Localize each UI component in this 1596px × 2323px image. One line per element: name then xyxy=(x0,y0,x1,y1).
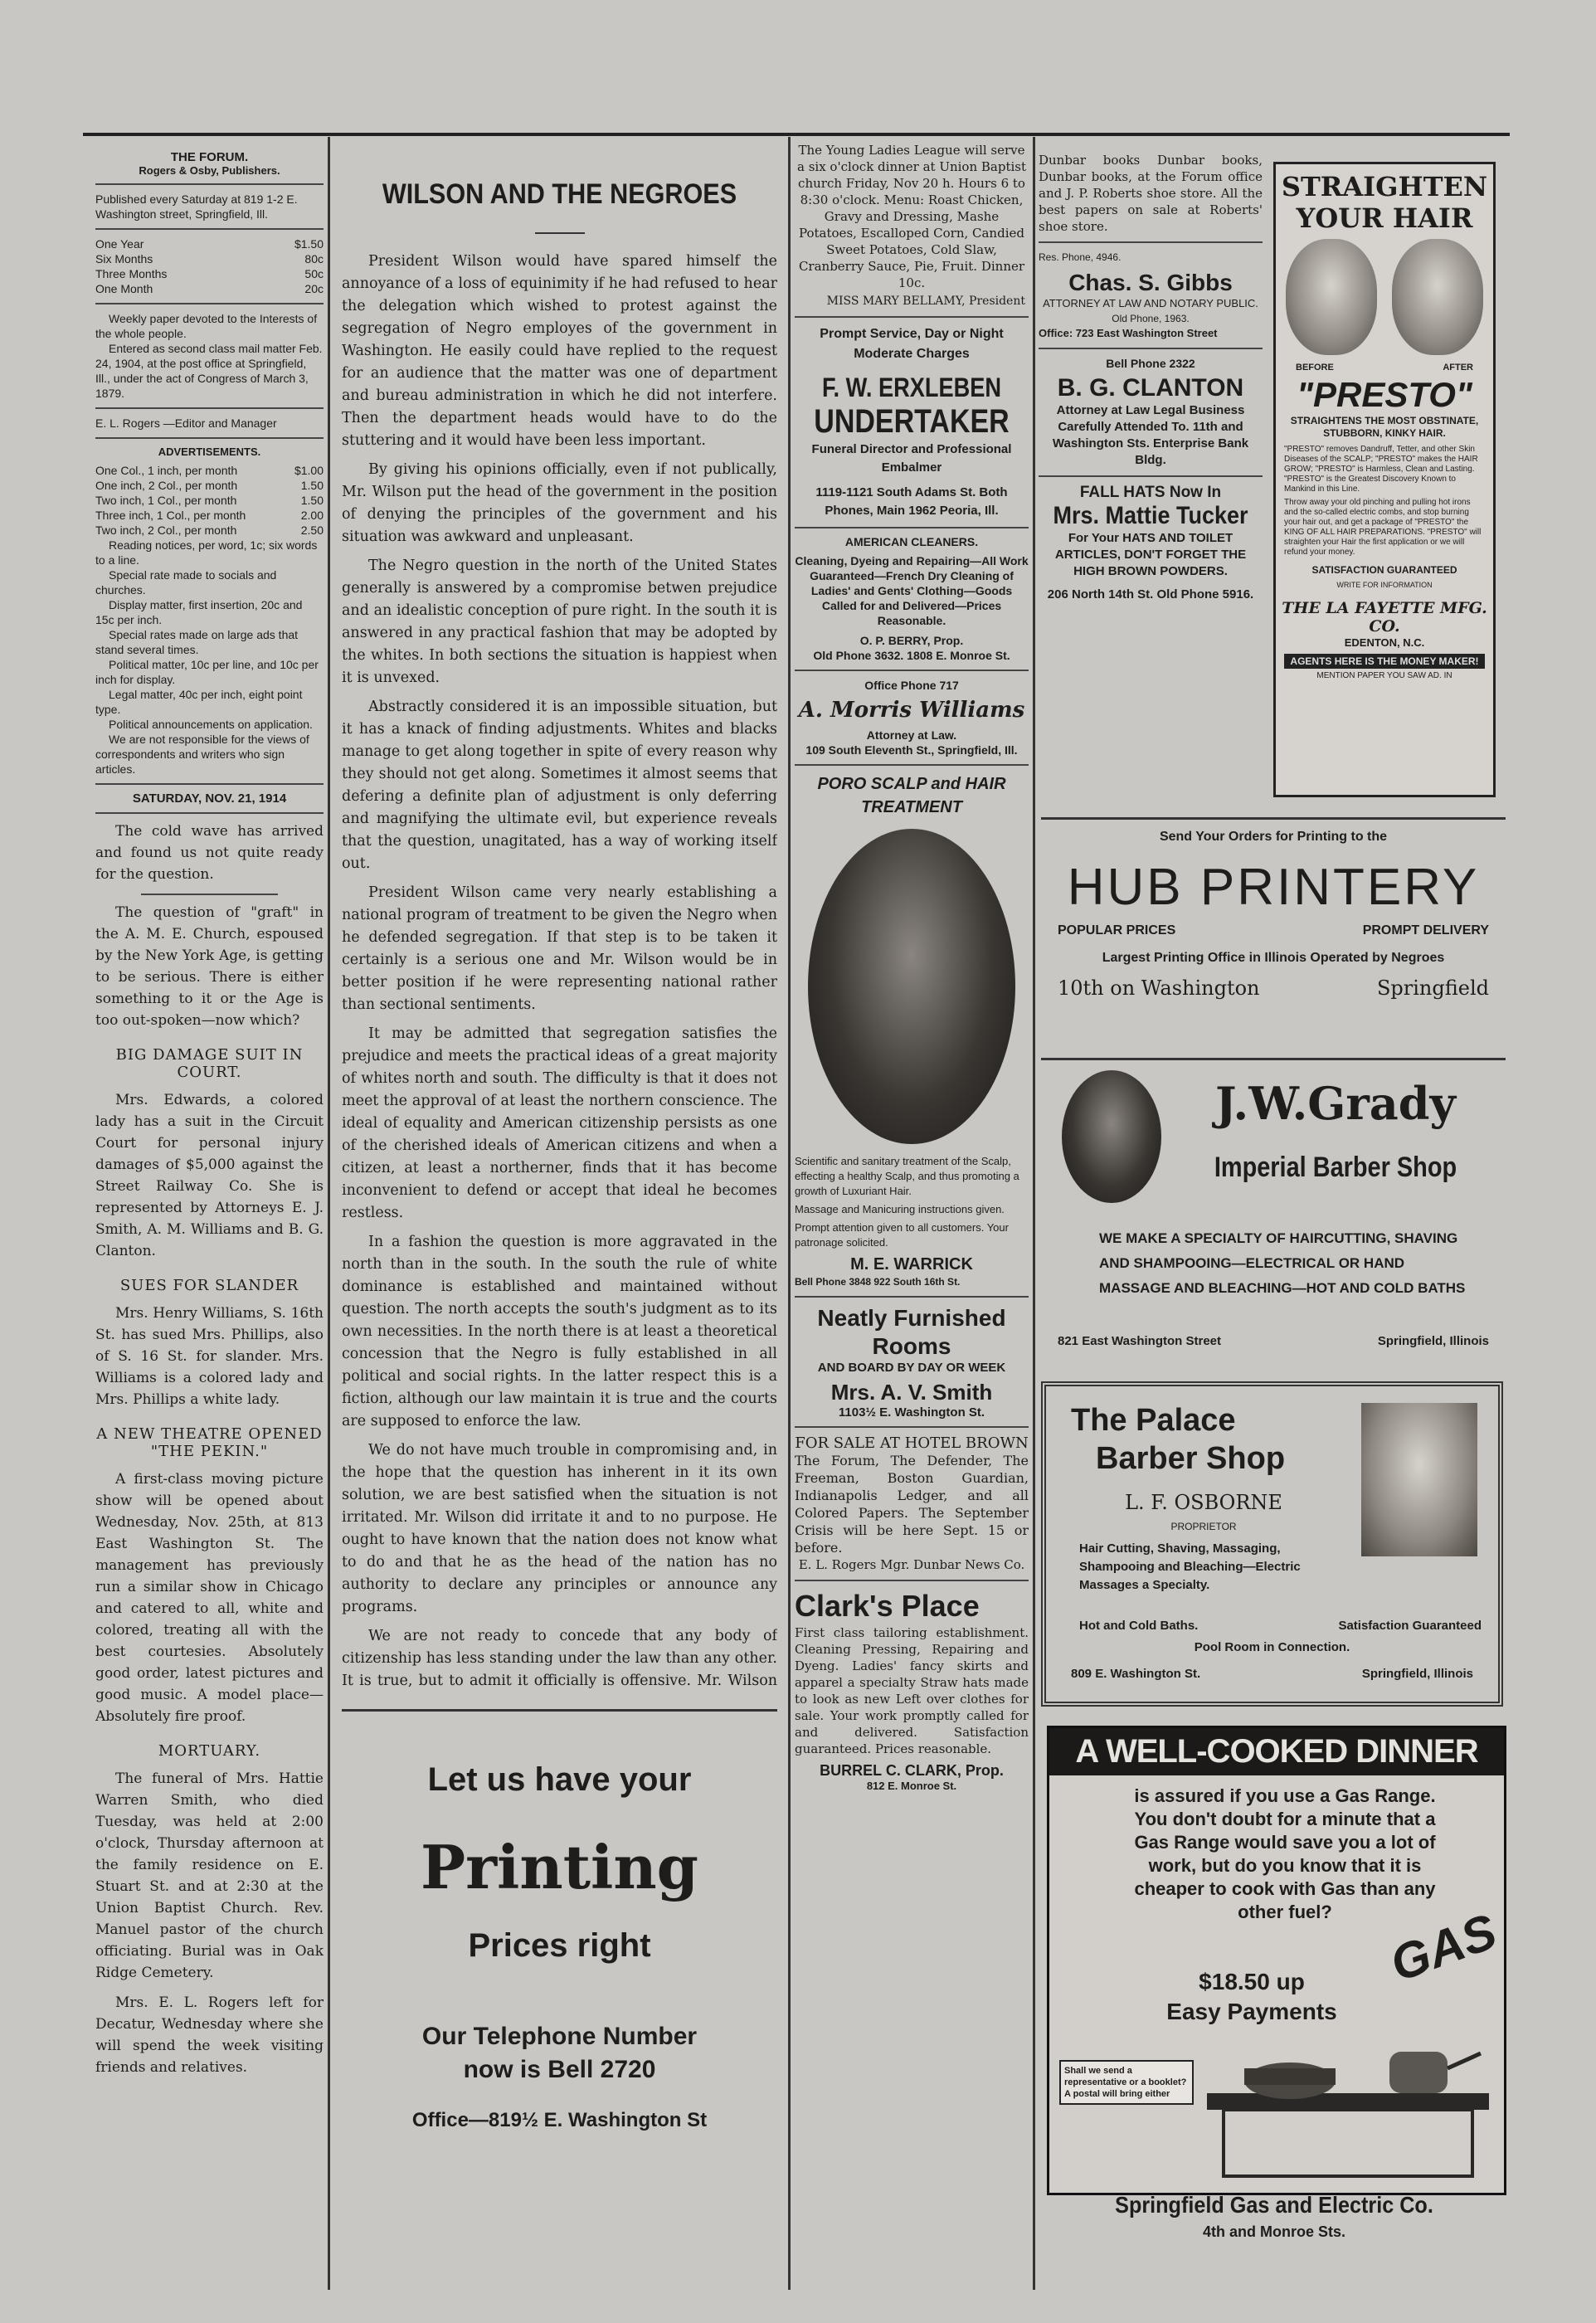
presto-write: WRITE FOR INFORMATION xyxy=(1336,581,1433,589)
divider xyxy=(95,437,324,439)
ad-rate-row: Three inch, 1 Col., per month 2.00 xyxy=(95,509,324,522)
hub-row xyxy=(1041,923,1506,938)
poro-addr: Bell Phone 3848 922 South 16th St. xyxy=(795,1276,961,1288)
divider xyxy=(95,783,324,785)
poro-desc3: Prompt attention given to all customers. Your patronage solicited. xyxy=(795,1221,1009,1249)
top-rule xyxy=(83,133,1510,136)
league-notice: The Young Ladies League will serve a six o'clock dinner at Union Baptist church Friday, Nov 20 h. Hours 6 to 8:30 o'clock. Menu: Roast Chicken, Gravy and Dressing, Mashe Potatoes, Escalloped Corn, Candied Sweet Potatoes, Cold Slaw, Cranberry Sauce, Pie, Fruit. Dinner 10c. xyxy=(796,143,1027,290)
presto-labels xyxy=(1276,360,1493,375)
gas-mail: Shall we send a representative or a booklet? A postal will bring either xyxy=(1059,2060,1194,2105)
rate-row: Three Months 50c xyxy=(95,267,324,280)
clark-addr: 812 E. Monroe St. xyxy=(866,1780,957,1792)
stove-icon xyxy=(1199,2043,1497,2184)
presto-images xyxy=(1276,234,1493,360)
ad-note: Political matter, 10c per line, and 10c per inch for display. xyxy=(95,658,319,686)
cleaners-addr: Old Phone 3632. 1808 E. Monroe St. xyxy=(813,649,1010,662)
presto-before-image xyxy=(1286,239,1377,355)
headline: BIG DAMAGE SUIT IN COURT. xyxy=(115,1046,304,1081)
rooms-sub: AND BOARD BY DAY OR WEEK xyxy=(817,1361,1006,1375)
paragraph: Mrs. E. L. Rogers left for Decatur, Wednesday where she will spend the week visiting friends and relatives. xyxy=(95,1994,324,2076)
ads-title: ADVERTISEMENTS. xyxy=(158,446,261,458)
hub-printery-ad xyxy=(1041,817,1506,1060)
clanton-name: B. G. CLANTON xyxy=(1057,374,1244,402)
ad-rate-row: One Col., 1 inch, per month $1.00 xyxy=(95,464,324,477)
palace-pool: Pool Room in Connection. xyxy=(1194,1640,1350,1654)
rooms-title: Neatly Furnished Rooms xyxy=(817,1305,1006,1359)
gibbs-name: Chas. S. Gibbs xyxy=(1068,270,1233,295)
grady-portrait-image xyxy=(1062,1070,1161,1203)
erx-top: Prompt Service, Day or Night Moderate Charges xyxy=(820,327,1004,361)
palace-role: PROPRIETOR xyxy=(1170,1521,1237,1532)
gibbs-office: Office: 723 East Washington Street xyxy=(1039,327,1218,339)
palace-baths: Hot and Cold Baths. xyxy=(1079,1619,1199,1633)
grady-addr-row xyxy=(1058,1334,1489,1348)
masthead-publishers: Rogers & Osby, Publishers. xyxy=(139,164,280,177)
rate-row: One Year $1.50 xyxy=(95,237,324,251)
palace-sat: Satisfaction Guaranteed xyxy=(1338,1619,1482,1633)
divider xyxy=(795,670,1029,671)
gibbs-res: Res. Phone, 4946. xyxy=(1039,251,1122,263)
hub-right: PROMPT DELIVERY xyxy=(1362,923,1489,937)
presto-sub: STRAIGHTENS THE MOST OBSTINATE, STUBBORN, KINKY HAIR. xyxy=(1290,415,1479,439)
league-sign: MISS MARY BELLAMY, President xyxy=(826,295,1025,308)
gas-desc: is assured if you use a Gas Range. You don't doubt for a minute that a Gas Range would save you a lot of work, but do you know that it is cheaper to cook with Gas than any other fuel? xyxy=(1134,1785,1436,1922)
poro-desc: Scientific and sanitary treatment of the Scalp, effecting a healthy Scalp, and thus promoting a growth of Luxuriant Hair. xyxy=(795,1155,1019,1197)
paragraph: The cold wave has arrived and found us not quite ready for the question. xyxy=(95,823,324,883)
presto-before-label: BEFORE xyxy=(1296,363,1334,373)
printing-line4: Our Telephone Number xyxy=(421,2023,698,2050)
ad-note: Political announcements on application. xyxy=(109,718,313,731)
printing-line2: Printing xyxy=(420,1832,699,1902)
presto-mention: MENTION PAPER YOU SAW AD. IN xyxy=(1316,671,1452,680)
masthead-about: Weekly paper devoted to the Interests of the whole people. xyxy=(95,312,318,340)
divider xyxy=(95,812,324,814)
palace-portrait-image xyxy=(1361,1403,1477,1556)
printing-ad xyxy=(342,1709,777,2209)
paragraph: Mrs. Edwards, a colored lady has a suit in the Circuit Court for personal injury damages of $5,000 against the Street Railway Co. She is represented by Attorneys E. J. Smith, A. M. Williams and B. G. Clanton. xyxy=(95,1092,324,1259)
cleaners-title: AMERICAN CLEANERS. xyxy=(844,535,979,548)
paragraph: By giving his opinions officially, even if not publically, Mr. Wilson put the head of the government in the position of denying the principles of the government and his situation was awkward and unpleasant. xyxy=(342,461,777,545)
ad-rate-row: One inch, 2 Col., per month 1.50 xyxy=(95,479,324,492)
clark-prop: BURREL C. CLARK, Prop. xyxy=(820,1762,1004,1779)
palace-desc: Hair Cutting, Shaving, Massaging, Shampooing and Bleaching—Electric Massages a Specialty. xyxy=(1079,1541,1301,1592)
divider xyxy=(795,316,1029,318)
presto-desc: "PRESTO" removes Dandruff, Tetter, and other Skin Diseases of the SCALP; "PRESTO" makes the HAIR GROW; "PRESTO" is Harmless, Clean and Lasting. "PRESTO" is the Greatest Discovery Known to Mankind in this Line. xyxy=(1284,445,1478,494)
column-ads-4 xyxy=(1039,137,1263,780)
dunbar-notice: Dunbar books Dunbar books, Dunbar books, at the Forum office and J. P. Roberts shoe store. All the best papers on sale at Roberts' shoe store. xyxy=(1039,153,1263,234)
presto-head2: YOUR HAIR xyxy=(1296,202,1473,234)
gas-price: $18.50 up xyxy=(1199,1969,1305,1994)
divider xyxy=(141,894,278,895)
hats-title: FALL HATS Now In xyxy=(1079,484,1222,501)
clark-desc: First class tailoring establishment. Cleaning Pressing, Repairing and Dyeng. Ladies' fancy skirts and apparel a specialty Straw hats made to look as new Left over clothes for sale. Your work promptly called for and delivered. Satisfaction guaranteed. Prices reasonable. xyxy=(795,1625,1029,1756)
presto-maker: THE LA FAYETTE MFG. CO. xyxy=(1282,599,1487,636)
divider xyxy=(1039,241,1263,243)
issue-date: SATURDAY, NOV. 21, 1914 xyxy=(132,791,287,806)
divider xyxy=(535,232,585,234)
presto-brand: "PRESTO" xyxy=(1297,375,1472,414)
printing-line5: now is Bell 2720 xyxy=(463,2056,656,2083)
ad-rate-row: Two inch, 1 Col., per month 1.50 xyxy=(95,494,324,507)
erx-title: UNDERTAKER xyxy=(814,403,1010,440)
gas-company: Springfield Gas and Electric Co. xyxy=(1115,2192,1433,2218)
hub-addr-row xyxy=(1041,976,1506,1000)
ad-note: We are not responsible for the views of correspondents and writers who sign articles. xyxy=(95,733,309,776)
divider xyxy=(795,1426,1029,1428)
gas-word: GAS xyxy=(1383,1902,1504,1993)
erx-name: F. W. ERXLEBEN xyxy=(821,373,1002,402)
palace-title2: Barber Shop xyxy=(1096,1441,1286,1476)
presto-after-image xyxy=(1392,239,1483,355)
rooms-addr: 1103½ E. Washington St. xyxy=(838,1405,985,1420)
divider xyxy=(1039,475,1263,477)
grady-desc: WE MAKE A SPECIALTY OF HAIRCUTTING, SHAVING AND SHAMPOOING—ELECTRICAL OR HAND MASSAGE AND BLEACHING—HOT AND COLD BATHS xyxy=(1099,1230,1466,1296)
divider xyxy=(795,527,1029,528)
sale-desc: The Forum, The Defender, The Freeman, Boston Guardian, Indianapolis Ledger, and all Colored Papers. The September Crisis will be here Sept. 15 or before. xyxy=(795,1453,1029,1556)
palace-addr-row xyxy=(1071,1667,1473,1681)
paragraph: Abstractly considered it is an impossible situation, but it has a knack of finding adjustments. Whites and blacks manage to get along together in spite of every reason why they should not get along. Sometimes it almost seems that defering a definite plan of adjustment is only deferring and magnifying the ultimate evil, but experience reveals that the question, unagitated, has a way of working itself out. xyxy=(342,699,777,872)
presto-city: EDENTON, N.C. xyxy=(1344,636,1425,649)
hats-name: Mrs. Mattie Tucker xyxy=(1053,502,1248,529)
gibbs-title: ATTORNEY AT LAW AND NOTARY PUBLIC. xyxy=(1043,297,1258,309)
cleaners-desc: Cleaning, Dyeing and Repairing—All Work Guaranteed—French Dry Cleaning of Ladies' and Gents' Clothing—Goods Called for and Delivered—Prices Reasonable. xyxy=(795,554,1029,627)
gas-pay: Easy Payments xyxy=(1166,1999,1337,2024)
column-left xyxy=(95,137,324,2273)
column-rule-1 xyxy=(328,137,330,2290)
paragraph: Mrs. Henry Williams, S. 16th St. has sued Mrs. Phillips, also of S. 16 St. for slander. Mrs. Williams is a colored lady and Mrs. Phillips a white lady. xyxy=(95,1305,324,1408)
gas-addr: 4th and Monroe Sts. xyxy=(1202,2223,1345,2240)
poro-desc2: Massage and Manicuring instructions given. xyxy=(795,1203,1005,1215)
hats-addr: 206 North 14th St. Old Phone 5916. xyxy=(1047,587,1254,601)
hub-addr-left: 10th on Washington xyxy=(1058,976,1260,1000)
palace-ad xyxy=(1041,1381,1503,1707)
poro-title: PORO SCALP and HAIR TREATMENT xyxy=(817,775,1006,816)
gibbs-phone: Old Phone, 1963. xyxy=(1112,313,1190,324)
sale-title: FOR SALE AT HOTEL BROWN xyxy=(795,1434,1029,1452)
clanton-phone: Bell Phone 2322 xyxy=(1106,357,1195,370)
gas-range-image xyxy=(1199,2043,1497,2184)
editorial-column xyxy=(342,137,777,1692)
erx-desc: Funeral Director and Professional Embalmer xyxy=(811,442,1012,475)
ad-note: Display matter, first insertion, 20c and 15c per inch. xyxy=(95,598,303,626)
clark-title: Clark's Place xyxy=(795,1589,980,1623)
ad-rates xyxy=(95,463,324,538)
ad-note: Reading notices, per word, 1c; six words to a line. xyxy=(95,538,318,567)
hats-desc: For Your HATS AND TOILET ARTICLES, DON'T FORGET THE HIGH BROWN POWDERS. xyxy=(1054,531,1247,578)
amw-phone: Office Phone 717 xyxy=(864,679,959,692)
gas-title: A WELL-COOKED DINNER xyxy=(1049,1728,1504,1775)
palace-addr-left: 809 E. Washington St. xyxy=(1071,1667,1201,1681)
divider xyxy=(95,303,324,304)
grady-addr-right: Springfield, Illinois xyxy=(1377,1334,1489,1348)
divider xyxy=(795,1580,1029,1581)
headline: SUES FOR SLANDER xyxy=(119,1277,299,1294)
paragraph: The Negro question in the north of the United States generally is answered by a compromise betwen prejudice and an idealistic conception of pure right. In the south it is answered in any practical fashion that may be adopted by the whites. In both sections the situation is happiest when it is unvexed. xyxy=(342,558,777,686)
grady-shop: Imperial Barber Shop xyxy=(1214,1152,1457,1183)
printing-line6: Office—819½ E. Washington St xyxy=(411,2109,708,2131)
ad-note: Special rate made to socials and churches. xyxy=(95,568,277,597)
column-rule-2 xyxy=(788,137,791,2290)
headline: MORTUARY. xyxy=(158,1742,261,1760)
editorial-title: WILSON AND THE NEGROES xyxy=(382,178,737,210)
clanton-desc: Attorney at Law Legal Business Carefully Attended To. 11th and Washington Sts. Enterprise Bank Bldg. xyxy=(1052,403,1249,467)
paragraph: It may be admitted that segregation satisfies the prejudice and meets the practical ideas of a great majority of whites north and south. The difficulty is that it does not meet the approval of at least the northern conscience. The ideal of equality and American citizenship persists as one of the cherished ideals of American citizens and when a citizen, at least a northerner, finds that it has become inconvenient to defend or accept that ideal he becomes restless. xyxy=(342,1025,777,1221)
masthead-entered: Entered as second class mail matter Feb. 24, 1904, at the post office at Springfield, Ill., under the act of Congress of March 3, 1879. xyxy=(95,342,323,400)
palace-addr-right: Springfield, Illinois xyxy=(1361,1667,1473,1681)
subscription-rates xyxy=(95,236,324,296)
paragraph: In a fashion the question is more aggravated in the north than in the south. In the south the rule of white dominance is established and maintained without question. The north accepts the south's judgment as to its own necessities. In the north there is at least a theoretical concession that the Negro is fully established in all political and social rights. In the latter respect this is a fiction, although our law maintain it is true and the courts are supposed to enforce the law. xyxy=(342,1234,777,1429)
hub-title: HUB PRINTERY xyxy=(1067,859,1480,916)
sale-sign: E. L. Rogers Mgr. Dunbar News Co. xyxy=(798,1557,1025,1572)
paragraph: President Wilson came very nearly establishing a national program of treatment to be given the Negro when he defended segregation. If that step is to be taken it certainly is a serious one and Mr. Wilson would be in better position if he were representing national rather than sectional sentiments. xyxy=(342,884,777,1013)
palace-title1: The Palace xyxy=(1071,1403,1236,1438)
divider xyxy=(1039,348,1263,349)
cleaners-prop: O. P. BERRY, Prop. xyxy=(859,634,964,647)
gas-ad xyxy=(1047,1726,1506,2195)
erx-addr: 1119-1121 South Adams St. Both Phones, Main 1962 Peoria, Ill. xyxy=(815,485,1008,518)
paragraph: We do not have much trouble in compromising and, in the hope that the question has inherent in it its own solution, we are best satisfied when the situation is not irritated. Mr. Wilson did irritate it and to no purpose. He ought to have known that the nation does not know what to do and that he as the head of the nation has no authority to declare any principles or announce any programs. xyxy=(342,1442,777,1615)
rate-row: One Month 20c xyxy=(95,282,324,295)
rooms-name: Mrs. A. V. Smith xyxy=(830,1380,993,1405)
printing-line1: Let us have your xyxy=(427,1761,692,1798)
divider xyxy=(95,183,324,185)
poro-portrait-image xyxy=(808,829,1015,1144)
paragraph: The funeral of Mrs. Hattie Warren Smith, who died Tuesday, was held at 2:00 o'clock, Thursday afternoon at the family residence on E. Stuart St. and at 2:30 at the Union Baptist Church. Rev. Manuel pastor of the church officiating. Burial was in Oak Ridge Cemetery. xyxy=(95,1770,324,1981)
divider xyxy=(795,764,1029,766)
masthead-editor: E. L. Rogers —Editor and Manager xyxy=(95,416,277,430)
grady-ad xyxy=(1041,1058,1506,1367)
grady-addr-left: 821 East Washington Street xyxy=(1058,1334,1221,1348)
ad-note: Special rates made on large ads that stand several times. xyxy=(95,628,299,656)
palace-owner: L. F. OSBORNE xyxy=(1125,1491,1282,1514)
amw-addr: 109 South Eleventh St., Springfield, Ill. xyxy=(805,743,1018,757)
divider xyxy=(95,228,324,230)
paragraph: We are not ready to concede that any body of citizenship has less standing under the law than any other. It is true, but to admit it officially is offensive. Mr. Wilson xyxy=(342,1628,777,1689)
masthead-title: THE FORUM. xyxy=(170,150,249,164)
presto-guarantee: SATISFACTION GUARANTEED xyxy=(1311,564,1457,576)
hub-addr-right: Springfield xyxy=(1376,976,1489,1000)
presto-agents: AGENTS HERE IS THE MONEY MAKER! xyxy=(1284,654,1485,669)
poro-name: M. E. WARRICK xyxy=(850,1255,973,1274)
printing-line3: Prices right xyxy=(468,1927,651,1964)
presto-head1: STRAIGHTEN xyxy=(1281,171,1488,202)
column-rule-3 xyxy=(1033,137,1035,2290)
headline: A NEW THEATRE OPENED "THE PEKIN." xyxy=(96,1425,323,1460)
amw-title: Attorney at Law. xyxy=(866,728,957,742)
grady-name: J.W.Grady xyxy=(1215,1077,1456,1130)
paragraph: The question of "graft" in the A. M. E. Church, espoused by the New York Age, is getting to be serious. There is either something to it or the Age is too out-spoken—now which? xyxy=(95,904,324,1029)
divider xyxy=(795,1296,1029,1298)
hub-left: POPULAR PRICES xyxy=(1058,923,1176,937)
hub-top: Send Your Orders for Printing to the xyxy=(1159,830,1388,844)
rate-row: Six Months 80c xyxy=(95,252,324,265)
ad-rate-row: Two inch, 2 Col., per month 2.50 xyxy=(95,524,324,537)
presto-ad xyxy=(1273,162,1496,797)
column-ads-3 xyxy=(795,137,1029,2273)
presto-after-label: AFTER xyxy=(1443,363,1473,373)
masthead-published: Published every Saturday at 819 1-2 E. Washington street, Springfield, Ill. xyxy=(95,192,298,221)
amw-name: A. Morris Williams xyxy=(798,698,1025,723)
paragraph: President Wilson would have spared himself the annoyance of a loss of equinimity if he had refused to hear the delegation which wished to protest against the segregation of Negro employes of the government in Washington. He easily could have replied to the request for an audience that the matter was one of department and bureau administration in which he did not interfere. Then the department heads would have to do the stuttering and it would have been less important. xyxy=(342,253,777,449)
paragraph: A first-class moving picture show will be opened about Wednesday, Nov. 25th, at 813 East Washington St. The management has previously run a similar show in Chicago and catered to all, white and colored, treating all with the best courtesies. Absolutely good order, latest pictures and good music. A model place—Absolutely fire proof. xyxy=(95,1471,324,1725)
hub-sub: Largest Printing Office in Illinois Operated by Negroes xyxy=(1102,951,1445,965)
ad-note: Legal matter, 40c per inch, eight point type. xyxy=(95,688,303,716)
divider xyxy=(95,407,324,409)
presto-desc2: Throw away your old pinching and pulling hot irons and the so-called electric combs, and stop burning your hair out, and get a package of "PRESTO" the KING OF ALL HAIR PREPARATIONS. "PRESTO" will straighten your Hair the first application or we will refund your money. xyxy=(1284,498,1482,557)
